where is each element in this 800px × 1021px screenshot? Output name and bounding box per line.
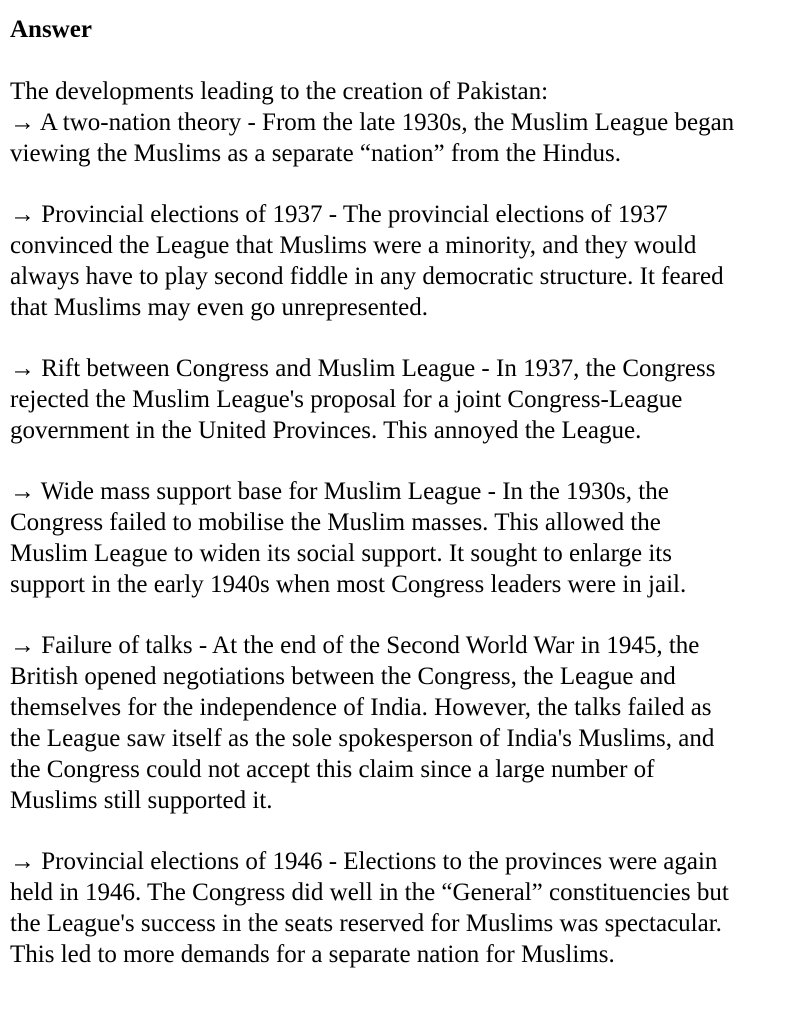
paragraph-line: viewing the Muslims as a separate “nation” from the Hindus. — [10, 140, 621, 167]
intro-text: The developments leading to the creation of Pakistan: — [10, 78, 549, 105]
paragraph-line: the League saw itself as the sole spokesperson of India's Muslims, and — [10, 725, 715, 752]
paragraph-line: rejected the Muslim League's proposal for a joint Congress-League — [10, 386, 683, 413]
paragraph-line: → Provincial elections of 1946 - Elections to the provinces were again — [10, 848, 718, 875]
answer-document — [10, 14, 796, 1000]
paragraph-line: → Rift between Congress and Muslim League - In 1937, the Congress — [10, 355, 716, 382]
point-failure-of-talks — [10, 630, 796, 816]
paragraph-line: convinced the League that Muslims were a minority, and they would — [10, 232, 697, 259]
paragraph-line: always have to play second fiddle in any democratic structure. It feared — [10, 263, 724, 290]
point-provincial-elections-1937 — [10, 199, 796, 323]
paragraph-line: the Congress could not accept this claim since a large number of — [10, 756, 655, 783]
paragraph-line: themselves for the independence of India. However, the talks failed as — [10, 694, 712, 721]
paragraph-line: government in the United Provinces. This annoyed the League. — [10, 417, 642, 444]
paragraph-line: support in the early 1940s when most Congress leaders were in jail. — [10, 571, 687, 598]
paragraph-line: held in 1946. The Congress did well in the “General” constituencies but — [10, 879, 729, 906]
point-two-nation-theory — [10, 107, 796, 169]
paragraph-line: Muslims still supported it. — [10, 787, 273, 814]
paragraph-line: Congress failed to mobilise the Muslim masses. This allowed the — [10, 509, 661, 536]
point-provincial-elections-1946 — [10, 846, 796, 970]
paragraph-line: Muslim League to widen its social support. It sought to enlarge its — [10, 540, 672, 567]
paragraph-line: → Failure of talks - At the end of the Second World War in 1945, the — [10, 632, 700, 659]
paragraph-line: that Muslims may even go unrepresented. — [10, 294, 428, 321]
point-rift-congress-league — [10, 353, 796, 446]
paragraph-line: This led to more demands for a separate nation for Muslims. — [10, 941, 615, 968]
paragraph-line: → Provincial elections of 1937 - The provincial elections of 1937 — [10, 201, 668, 228]
paragraph-line: → A two-nation theory - From the late 1930s, the Muslim League began — [10, 109, 735, 136]
paragraph-line: → Wide mass support base for Muslim League - In the 1930s, the — [10, 478, 669, 505]
paragraph-line: British opened negotiations between the Congress, the League and — [10, 663, 676, 690]
answer-heading: Answer — [10, 16, 92, 43]
point-mass-support-base — [10, 476, 796, 600]
paragraph-line: the League's success in the seats reserved for Muslims was spectacular. — [10, 910, 722, 937]
